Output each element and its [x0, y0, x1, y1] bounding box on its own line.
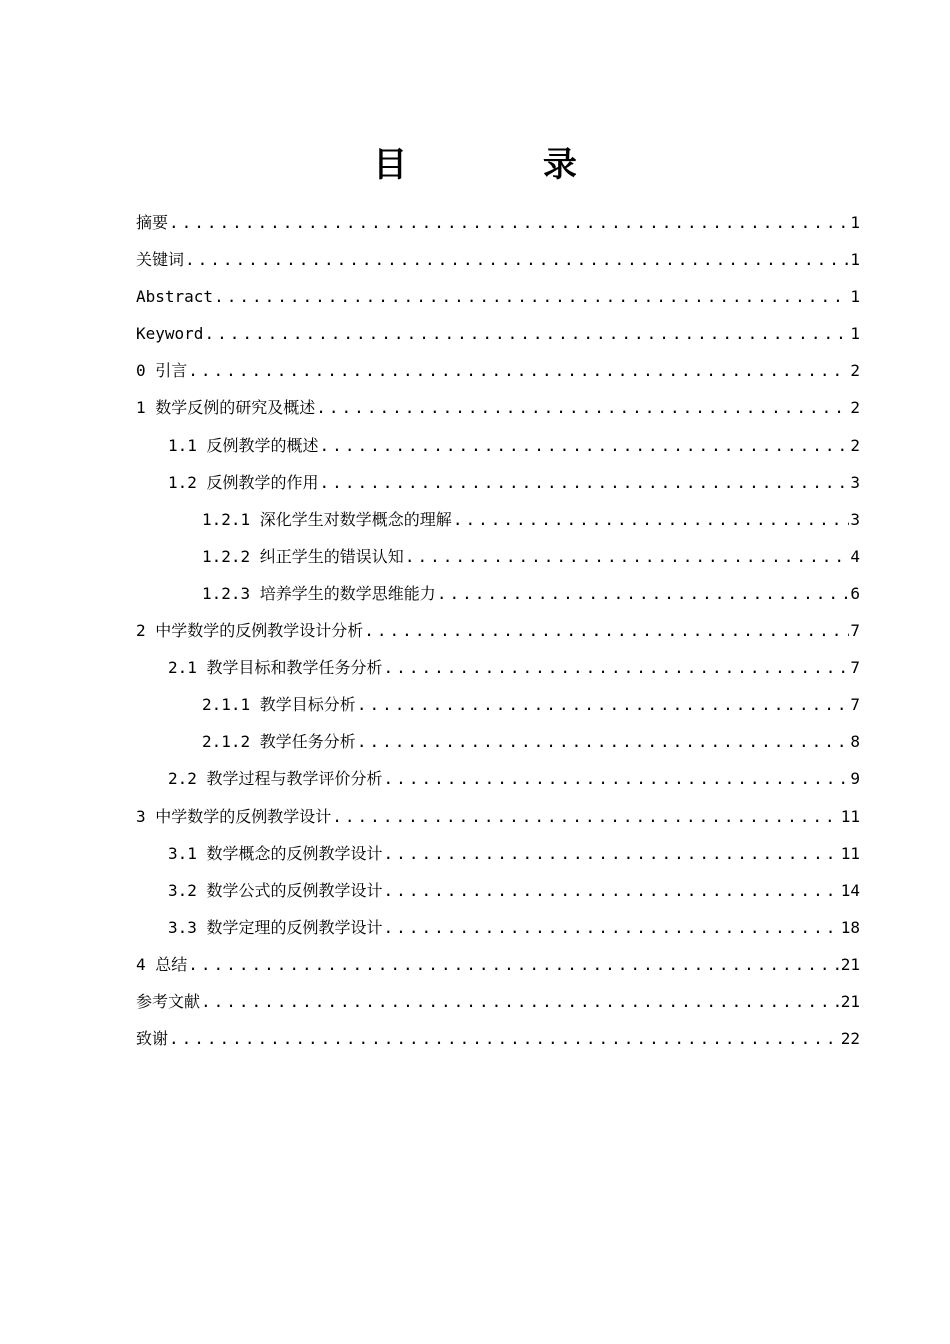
toc-entry[interactable] [136, 278, 860, 315]
toc-entry-label: 3.1 数学概念的反例教学设计 [168, 843, 383, 863]
toc-dot-leader [357, 723, 850, 760]
toc-entry-page-number: 3 [850, 472, 860, 492]
toc-dot-leader [332, 798, 839, 835]
toc-entry[interactable] [136, 315, 860, 352]
toc-entry-page-number: 1 [850, 324, 860, 344]
toc-entry-label: Keyword [136, 324, 204, 344]
toc-dot-leader [384, 872, 840, 909]
toc-dot-leader [201, 983, 840, 1020]
toc-dot-leader [384, 760, 850, 797]
toc-title: 目 录 [373, 145, 639, 185]
toc-entry[interactable] [136, 389, 860, 426]
toc-entry[interactable] [136, 427, 860, 464]
toc-entry[interactable] [136, 798, 860, 835]
toc-entry[interactable] [136, 649, 860, 686]
toc-entry-page-number: 11 [840, 843, 860, 863]
toc-dot-leader [188, 946, 839, 983]
toc-entry-label: 2.2 教学过程与教学评价分析 [168, 769, 383, 789]
toc-entry-label: 3.2 数学公式的反例教学设计 [168, 880, 383, 900]
toc-dot-leader [316, 389, 849, 426]
toc-dot-leader [185, 241, 849, 278]
toc-entry[interactable] [136, 1020, 860, 1057]
toc-entry-label: 3.3 数学定理的反例教学设计 [168, 917, 383, 937]
toc-dot-leader [405, 538, 850, 575]
toc-entry-label: 关键词 [136, 250, 185, 270]
toc-entry-page-number: 1 [850, 213, 860, 232]
toc-entry-label: 致谢 [136, 1029, 169, 1049]
toc-entry-label: 参考文献 [136, 991, 201, 1011]
toc-entry-label: 2.1.1 教学目标分析 [202, 695, 356, 715]
toc-entry[interactable] [136, 538, 860, 575]
toc-entry-page-number: 8 [850, 732, 860, 752]
toc-dot-leader [169, 204, 849, 241]
toc-entry-label: 1.1 反例教学的概述 [168, 435, 319, 455]
toc-entry-page-number: 9 [850, 769, 860, 789]
toc-entry-label: 3 中学数学的反例教学设计 [136, 806, 332, 826]
toc-entry-page-number: 6 [850, 583, 860, 603]
toc-entry-label: 2.1.2 教学任务分析 [202, 732, 356, 752]
toc-entry[interactable] [136, 575, 860, 612]
toc-entry[interactable] [136, 612, 860, 649]
toc-entry-page-number: 1 [850, 250, 860, 270]
toc-entry-label: 1.2.3 培养学生的数学思维能力 [202, 583, 436, 603]
toc-entry-label: 2.1 教学目标和教学任务分析 [168, 658, 383, 678]
table-of-contents [136, 204, 860, 1057]
toc-entry-page-number: 4 [850, 546, 860, 566]
toc-entry[interactable] [136, 835, 860, 872]
toc-dot-leader [384, 835, 840, 872]
toc-dot-leader [384, 649, 850, 686]
toc-entry[interactable] [136, 241, 860, 278]
toc-entry-page-number: 2 [850, 398, 860, 418]
toc-entry-page-number: 11 [840, 806, 860, 826]
toc-entry-label: 1.2.1 深化学生对数学概念的理解 [202, 509, 452, 529]
toc-dot-leader [364, 612, 849, 649]
toc-dot-leader [320, 464, 850, 501]
toc-dot-leader [188, 352, 849, 389]
toc-dot-leader [453, 501, 850, 538]
toc-dot-leader [357, 686, 850, 723]
toc-entry-label: 1.2.2 纠正学生的错误认知 [202, 546, 404, 566]
toc-entry-page-number: 3 [850, 509, 860, 529]
toc-entry[interactable] [136, 723, 860, 760]
toc-entry-label: 1 数学反例的研究及概述 [136, 398, 316, 418]
toc-entry-page-number: 22 [840, 1029, 860, 1049]
toc-entry-page-number: 7 [850, 695, 860, 715]
toc-dot-leader [169, 1020, 840, 1057]
toc-entry-label: 0 引言 [136, 361, 188, 381]
toc-entry[interactable] [136, 946, 860, 983]
toc-entry[interactable] [136, 909, 860, 946]
toc-dot-leader [214, 278, 849, 315]
toc-entry-page-number: 7 [850, 658, 860, 678]
toc-entry[interactable] [136, 464, 860, 501]
toc-entry[interactable] [136, 686, 860, 723]
toc-entry[interactable] [136, 352, 860, 389]
toc-entry[interactable] [136, 204, 860, 241]
toc-dot-leader [384, 909, 840, 946]
toc-entry-page-number: 21 [840, 991, 860, 1011]
toc-entry-page-number: 14 [840, 880, 860, 900]
toc-entry-page-number: 7 [850, 621, 860, 641]
toc-entry[interactable] [136, 501, 860, 538]
toc-dot-leader [320, 427, 850, 464]
toc-entry-page-number: 2 [850, 435, 860, 455]
toc-entry-label: 1.2 反例教学的作用 [168, 472, 319, 492]
toc-entry-page-number: 2 [850, 361, 860, 381]
toc-entry-label: 4 总结 [136, 954, 188, 974]
toc-entry-label: 摘要 [136, 213, 169, 232]
toc-entry-label: Abstract [136, 287, 214, 307]
toc-entry[interactable] [136, 760, 860, 797]
toc-dot-leader [437, 575, 850, 612]
toc-entry-page-number: 21 [840, 954, 860, 974]
toc-entry[interactable] [136, 872, 860, 909]
toc-entry-label: 2 中学数学的反例教学设计分析 [136, 621, 364, 641]
toc-entry-page-number: 1 [850, 287, 860, 307]
toc-dot-leader [204, 315, 849, 352]
toc-entry[interactable] [136, 983, 860, 1020]
toc-entry-page-number: 18 [840, 917, 860, 937]
